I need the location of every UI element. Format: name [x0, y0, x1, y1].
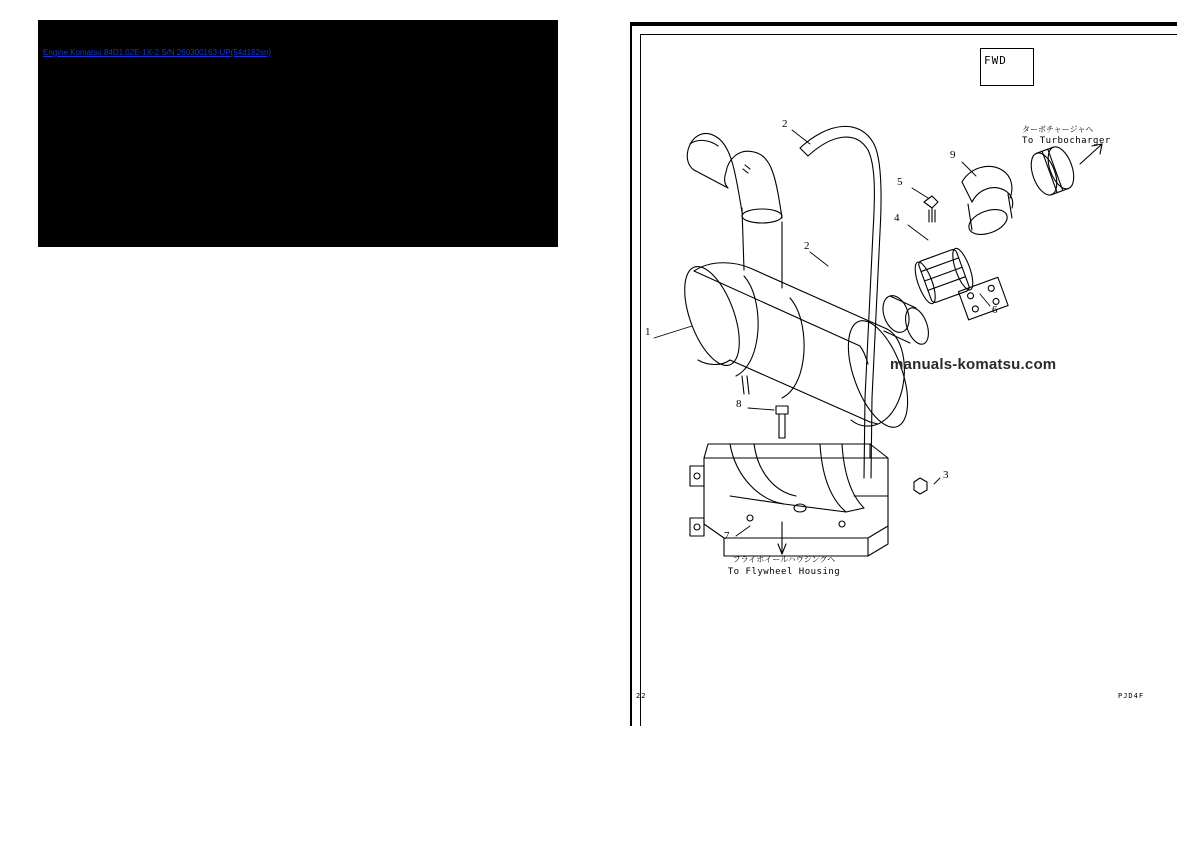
parts-diagram-sheet: [630, 22, 1177, 726]
footer-left-code: 22: [636, 692, 647, 700]
callout-4: 4: [894, 212, 900, 224]
callout-2-top: 2: [782, 118, 788, 130]
callout-9: 9: [950, 149, 956, 161]
fwd-label: FWD: [984, 54, 1007, 67]
callout-5: 5: [897, 176, 903, 188]
to-flywheel-housing-jp: フライホイールハウジングへ: [732, 555, 836, 564]
watermark: manuals-komatsu.com: [890, 356, 1057, 373]
callout-8: 8: [736, 398, 742, 410]
callout-6: 6: [992, 304, 998, 316]
muffler-assembly-drawing: [632, 26, 1177, 726]
to-turbocharger-jp: ターボチャージャへ: [1022, 125, 1094, 134]
to-turbocharger-en: To Turbocharger: [1022, 136, 1111, 146]
callout-1: 1: [645, 326, 651, 338]
callout-3: 3: [943, 469, 949, 481]
engine-part-link[interactable]: Engine Komatsu 84D1.02E-1X-2 S/N 260300163-UP(54d182sn): [43, 48, 272, 57]
left-black-panel: [38, 20, 558, 247]
callout-7: 7: [724, 530, 730, 542]
footer-right-code: PJD4F: [1118, 692, 1145, 700]
to-flywheel-housing-en: To Flywheel Housing: [727, 567, 841, 577]
callout-2-mid: 2: [804, 240, 810, 252]
